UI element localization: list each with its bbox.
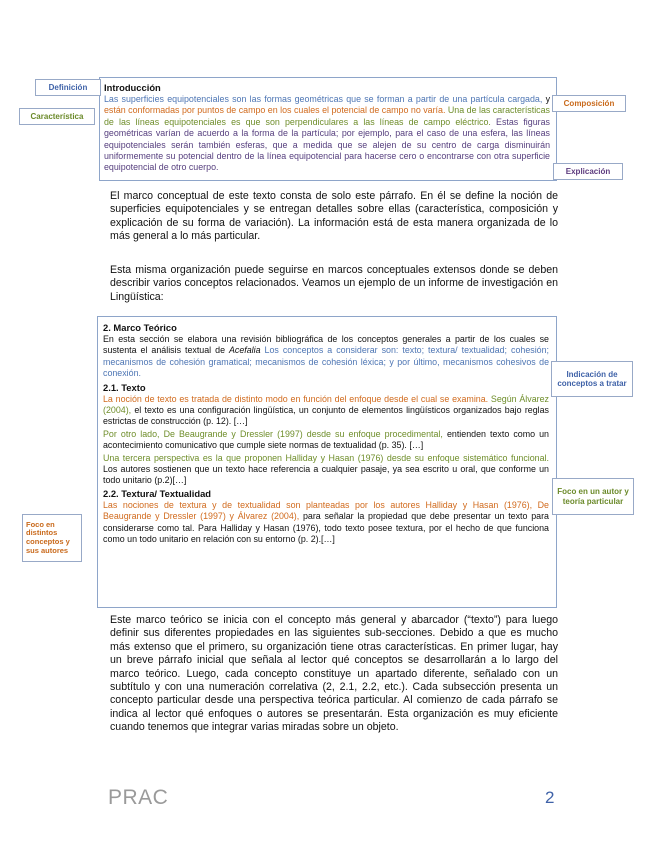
label-foco-distintos: Foco en distintos conceptos y sus autores bbox=[22, 514, 82, 562]
intro-connector: y bbox=[542, 94, 551, 104]
footer-brand: PRAC bbox=[108, 786, 169, 809]
paragraph-1: El marco conceptual de este texto consta de solo este párrafo. En él se define la noción de superficies equipotenciales y se entregan detalles sobre ellas (característica, composición y explicación de su forma de variación). La información está de esta manera organizada de lo más general a lo más particular. bbox=[110, 190, 558, 243]
section-heading: 2. Marco Teórico bbox=[103, 322, 177, 333]
subsection-heading-textura: 2.2. Textura/ Textualidad bbox=[103, 487, 212, 499]
marco-intro bbox=[103, 334, 549, 380]
label-caracteristica: Característica bbox=[19, 108, 95, 125]
intro-definition: Las superficies equipotenciales son las formas geométricas que se forman a partir de una partícula cargada, bbox=[104, 94, 543, 104]
marco-intro-lead: En esta sección se elabora una revisión bibliográfica de los conceptos generales a partir de los cuales se sustenta el análisis textual de bbox=[103, 334, 549, 356]
texto-p1-author: Según Álvarez (2004), bbox=[103, 393, 549, 416]
textura-body: para señalar la propiedad que debe presentar un texto para considerarse como tal. Para Halliday y Hasan (1976), todo texto posee textura, por el hecho de que funciona como un todo unitario en relación con su entorno (p. 2).[…] bbox=[103, 511, 549, 545]
intro-composition: están conformadas por puntos de campo en los cuales el potencial de campo no varía. bbox=[104, 105, 446, 116]
intro-explanation: Estas figuras geométricas varían de acuerdo a la forma de la partícula; por ejemplo, para el caso de una esfera, las líneas equipotenciales serán también esferas, que a medida que se alejen de su centro de carga disminuirán uniformemente su potencial dentro de la línea equipotencial para hacerse cero o encontrarse con otra superficie equipotencial de otro cuerpo. bbox=[104, 116, 550, 173]
textura-authors: Las nociones de textura y de textualidad son planteadas por los autores Halliday y Hasan (1976), De Beaugrande y Dressler (1997) y Álvarez (2004), bbox=[103, 499, 549, 522]
texto-p1-focus: La noción de texto es tratada de distinto modo en función del enfoque desde el cual se examina. bbox=[103, 393, 489, 404]
label-foco-autor: Foco en un autor y teoría particular bbox=[552, 478, 634, 515]
label-explicacion: Explicación bbox=[553, 163, 623, 180]
textura-paragraph bbox=[103, 500, 549, 546]
paragraph-3: Este marco teórico se inicia con el concepto más general y abarcador (“texto”) para luego definir sus diferentes propiedades en las siguientes sub-secciones. Debido a que es mucho más extenso que el primero, su organización tiene otras características. En primer lugar, hay un breve párrafo inicial que señala al lector qué conceptos se desarrollarán a lo largo del marco teórico. Luego, cada concepto constituye un apartado diferente, señalado con un subtítulo y con una numeración correlativa (2, 2.1, 2.2, etc.). Cada subsección presenta un concepto particular desde una perspectiva teórica particular. Al comienzo de cada párrafo se indica al lector qué enfoques o autores se presentarán. Esta organización es muy eficiente cuando tenemos que integrar varias miradas sobre un objeto. bbox=[110, 614, 558, 734]
texto-p1-body: el texto es una configuración lingüística, un conjunto de elementos lingüísticos organizados bajo reglas estrictas de construcción (p. 12). […] bbox=[103, 405, 549, 427]
texto-p3-body: Los autores sostienen que un texto hace referencia a cualquier pasaje, ya sea escrito u oral, que conforme un todo unitario (p.2)[…] bbox=[103, 464, 549, 486]
marco-intro-concepts: Los conceptos a considerar son: texto; textura/ textualidad; cohesión; mecanismos de cohesión gramatical; mecanismos de cohesión léxica; y por último, mecanismos cohesivos de conexión. bbox=[103, 345, 549, 379]
label-indicacion: Indicación de conceptos a tratar bbox=[551, 361, 633, 397]
texto-p2-body: entienden texto como un acontecimiento comunicativo que cumple siete normas de textualidad (p. 35). […] bbox=[103, 428, 549, 451]
texto-p3-author: Una tercera perspectiva es la que proponen Halliday y Hasan (1976) desde su enfoque sistemático funcional. bbox=[103, 452, 549, 463]
label-composicion: Composición bbox=[552, 95, 626, 112]
intro-title: Introducción bbox=[104, 82, 161, 93]
subsection-heading-texto: 2.1. Texto bbox=[103, 381, 146, 393]
intro-characteristic: Una de las características de las líneas equipotenciales es que son perpendiculares a las líneas de campo eléctrico. bbox=[104, 105, 550, 127]
texto-p2-author: Por otro lado, De Beaugrande y Dressler (1997) desde su enfoque procedimental, bbox=[103, 428, 443, 439]
marco-box bbox=[97, 316, 557, 608]
texto-paragraph-1 bbox=[103, 394, 549, 428]
texto-paragraph-3 bbox=[103, 453, 549, 487]
intro-text bbox=[104, 94, 550, 174]
marco-intro-italic: Acefalia bbox=[228, 345, 261, 356]
label-definicion: Definición bbox=[35, 79, 101, 96]
intro-box bbox=[99, 77, 557, 181]
texto-paragraph-2 bbox=[103, 429, 549, 452]
page-number: 2 bbox=[545, 788, 555, 807]
paragraph-2: Esta misma organización puede seguirse en marcos conceptuales extensos donde se deben describir varios conceptos relacionados. Veamos un ejemplo de un informe de investigación en Lingüística: bbox=[110, 264, 558, 303]
